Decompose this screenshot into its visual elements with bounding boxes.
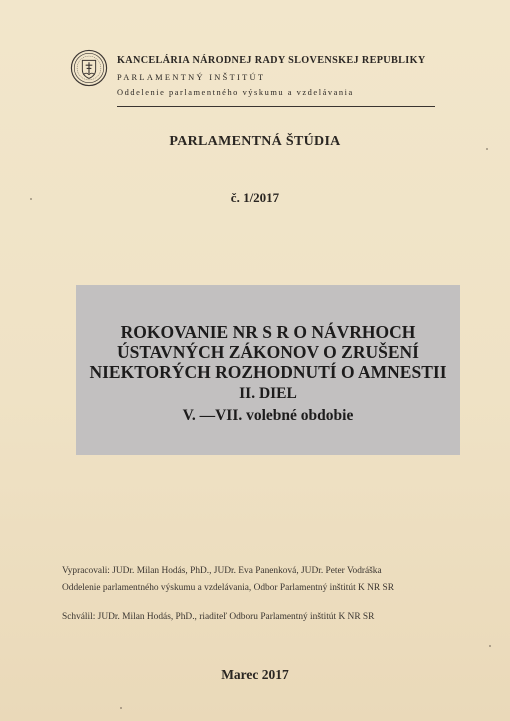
- title-box: [76, 285, 460, 455]
- document-type: PARLAMENTNÁ ŠTÚDIA: [169, 134, 341, 149]
- credits-department: Oddelenie parlamentného výskumu a vzdelávania, Odbor Parlamentný inštitút K NR SR: [62, 583, 394, 593]
- credits-prepared-by: Vypracovali: JUDr. Milan Hodás, PhD., JUDr. Eva Panenková, JUDr. Peter Vodráška: [62, 566, 382, 576]
- paper-speck: [120, 707, 122, 709]
- header-divider: [117, 106, 435, 107]
- title-line-2: ÚSTAVNÝCH ZÁKONOV O ZRUŠENÍ: [117, 342, 419, 362]
- title-line-3: NIEKTORÝCH ROZHODNUTÍ O AMNESTII: [89, 362, 447, 382]
- paper-speck: [486, 148, 488, 150]
- credits-approved-by: Schválil: JUDr. Milan Hodás, PhD., riaditeľ Odboru Parlamentný inštitút K NR SR: [62, 612, 375, 622]
- document-number: č. 1/2017: [230, 190, 280, 205]
- paper-speck: [489, 645, 491, 647]
- title-line-5: V. —VII. volebné obdobie: [182, 407, 354, 424]
- title-line-1: ROKOVANIE NR S R O NÁVRHOCH: [120, 322, 416, 342]
- paper-speck: [30, 198, 32, 200]
- institute-name: PARLAMENTNÝ INŠTITÚT: [117, 73, 266, 82]
- department-name: Oddelenie parlamentného výskumu a vzdelávania: [117, 88, 354, 97]
- coat-of-arms-seal-icon: [70, 49, 108, 87]
- publication-date: Marec 2017: [221, 667, 289, 682]
- title-line-4: II. DIEL: [239, 385, 297, 402]
- institution-name: KANCELÁRIA NÁRODNEJ RADY SLOVENSKEJ REPUBLIKY: [117, 55, 426, 66]
